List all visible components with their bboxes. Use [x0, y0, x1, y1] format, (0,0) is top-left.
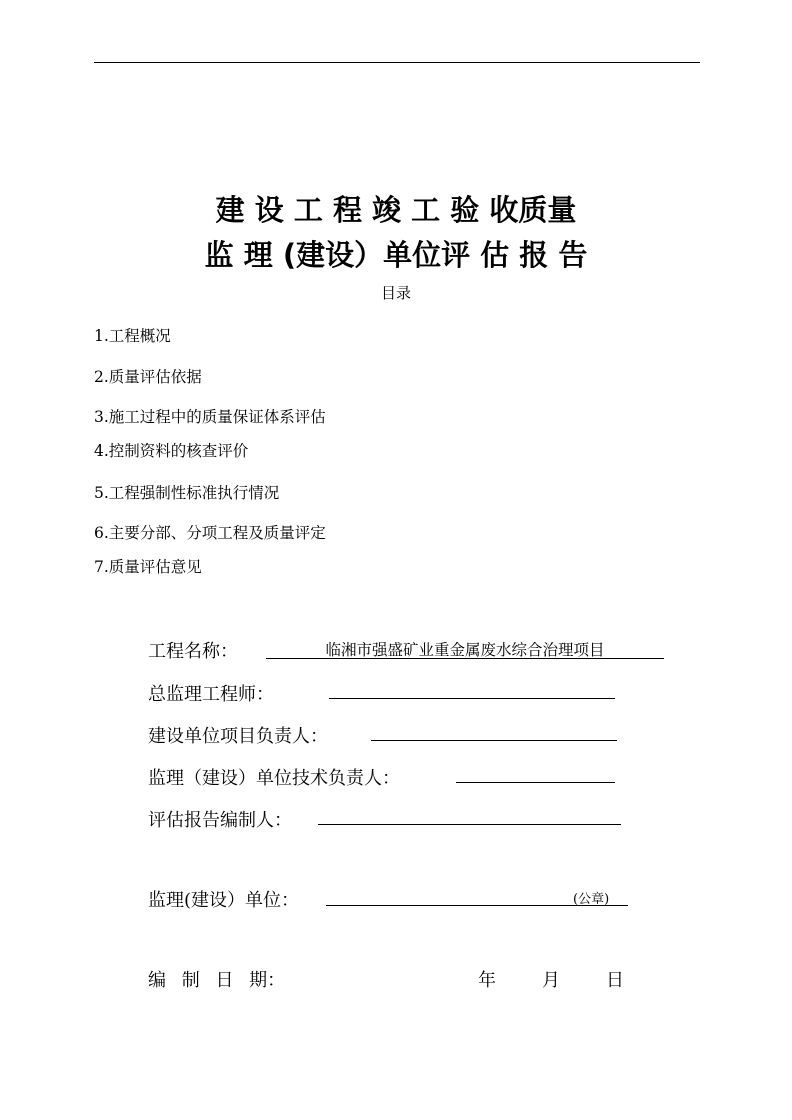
compile-date-label	[148, 966, 285, 992]
tech-lead-label: 监理（建设）单位技术负责人：	[148, 768, 400, 789]
tech-lead-field[interactable]	[456, 782, 615, 783]
report-author-label: 评估报告编制人：	[148, 810, 292, 831]
date-year: 年	[478, 970, 496, 991]
report-title-line-1: 建 设 工 程 竣 工 验 收质量	[215, 193, 577, 227]
toc-heading: 目录	[380, 284, 411, 302]
toc-item: 7.质量评估意见	[94, 558, 202, 576]
seal-note: (公章)	[573, 892, 610, 907]
owner-manager-field[interactable]	[371, 740, 617, 741]
toc-item: 6.主要分部、分项工程及质量评定	[94, 524, 326, 542]
toc-item: 4.控制资料的核查评价	[94, 442, 249, 460]
report-title-line-2: 监 理 (建设）单位评 估 报 告	[204, 238, 588, 272]
supervision-unit-label: 监理(建设）单位：	[148, 890, 300, 911]
project-name-value: 临湘市强盛矿业重金属废水综合治理项目	[325, 641, 605, 659]
date-month: 月	[542, 970, 560, 991]
toc-item: 3.施工过程中的质量保证体系评估	[94, 408, 326, 426]
toc-item: 5.工程强制性标准执行情况	[94, 484, 280, 502]
chief-supervisor-label: 总监理工程师：	[148, 684, 274, 705]
toc-item: 2.质量评估依据	[94, 368, 202, 386]
owner-manager-label: 建设单位项目负责人：	[148, 726, 328, 747]
project-name-underline	[266, 658, 664, 659]
compile-date-label-text: 编 制 日 期：	[148, 970, 286, 991]
report-author-field[interactable]	[318, 824, 621, 825]
header-rule	[94, 62, 700, 63]
project-name-label: 工程名称：	[148, 641, 238, 662]
date-day: 日	[606, 970, 624, 991]
chief-supervisor-field[interactable]	[329, 698, 615, 699]
toc-item: 1.工程概况	[94, 327, 171, 345]
